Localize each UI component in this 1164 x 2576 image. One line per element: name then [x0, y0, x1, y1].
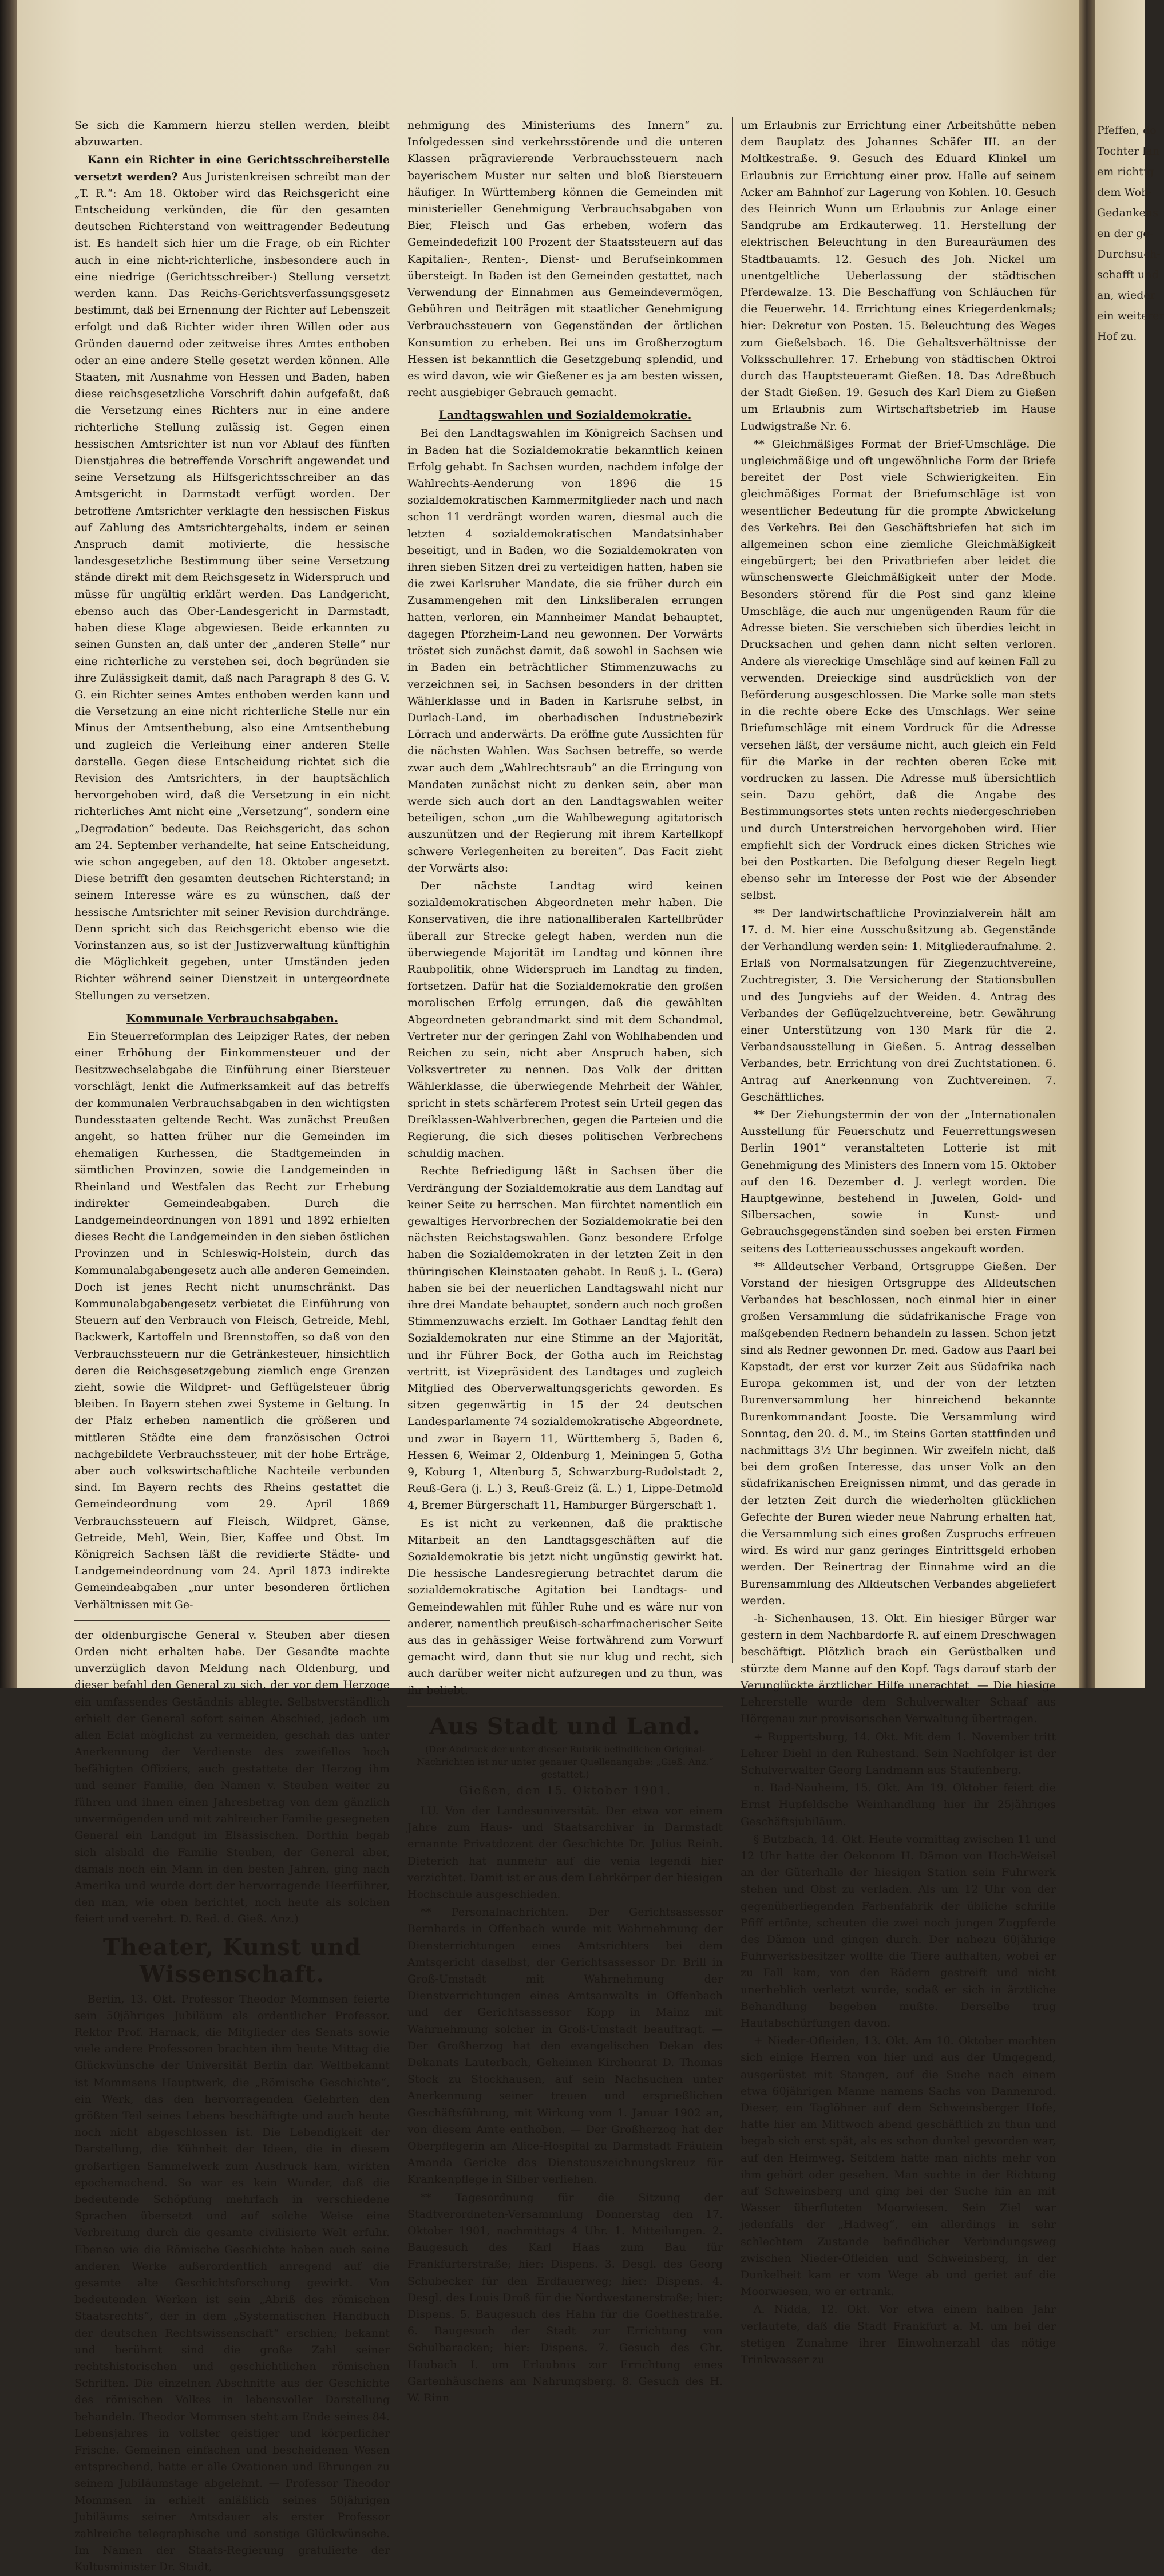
edge-text: Gedankens [1097, 207, 1158, 219]
paragraph: nehmigung des Ministeriums des Innern“ zu. Infolgedessen sind verkehrsstörende und die unteren Klassen prägravierende Verbrauchssteuern nach bayerischem Muster nur selten und bloß Biersteuern häufiger. In Württemberg können die Gemeinden mit ministerieller Genehmigung Verbrauchsabgaben von Bier, Fleisch und Gas erheben, wofern das Gemeindedefizit 100 Prozent der Staatssteuern auf das Kapitalien-, Renten-, Dienst- und Berufseinkommen übersteigt. In Baden ist den Gemeinden gestattet, nach Verwendung der Einnahmen aus Gemeindevermögen, Gebühren und Beiträgen mit staatlicher Genehmigung Verbrauchssteuern von Gegenständen der örtlichen Konsumtion zu erheben. Bei uns im Großherzogtum Hessen ist bekanntlich die Gesetzgebung splendid, und es wird davon, wie wir Gießener es ja am besten wissen, recht ausgiebiger Gebrauch gemacht. [407, 119, 723, 399]
edge-text: em richtig [1097, 165, 1154, 178]
column-2 [399, 117, 723, 2404]
paragraph: ** Tagesordnung für die Sitzung der Stadtverordneten-Versammlung Donnerstag den 17. Oktober 1901, nachmittags 4 Uhr. 1. Mitteilungen. 2. Baugesuch des Karl Haas zum Bau für Frankfurterstraße; hier: Dispens. 3. Desgl. des Georg Schubecker für den Erdfauerweg; hier: Dispens. 4. Desgl. des Louis Droß für die Nordwestanerstraße; hier: Dispens. 5. Baugesuch des Hahn für die Goethestraße. 6. Baugesuch der Stadt zur Errichtung von Schulbaracken; hier: Dispens. 7. Gesuch des Chr. Haubach I. um Erlaubnis zur Errichtung eines Gartenhäuschens am Nahrungsberg. 8. Gesuch des H. W. Rinn [407, 2191, 723, 2404]
section-title: Theater, Kunst und Wissenschaft. [102, 1933, 362, 1988]
next-page-edge [1095, 0, 1164, 1688]
divider [407, 1706, 723, 1707]
paragraph: + Ruppertsburg, 14. Okt. Mit dem 1. November tritt Lehrer Diehl in den Ruhestand. Sein Nachfolger ist der Schulverwalter Georg Landmann aus Staufenberg. [741, 1730, 1056, 1776]
edge-text: Hof zu. [1097, 330, 1137, 343]
paragraph: ** Alldeutscher Verband, Ortsgruppe Gießen. Der Vorstand der hiesigen Ortsgruppe des Alldeutschen Verbandes hat beschlossen, noch einmal hier in einer großen Versammlung die südafrikanische Frage von maßgebenden Rednern behandeln zu lassen. Schon jetzt sind als Redner gewonnen Dr. med. Gadow aus Paarl bei Kapstadt, der erst vor kurzer Zeit aus Südafrika nach Europa gekommen ist, und der von der letzten Burenversammlung her hinreichend bekannte Burenkommandant Jooste. Die Versammlung wird Sonntag, den 20. d. M., im Steins Garten stattfinden und nachmittags 3½ Uhr beginnen. Wir zweifeln nicht, daß bei dem großen Interesse, das unser Volk an den südafrikanischen Ereignissen nimmt, und das gerade in der letzten Zeit durch die wiederholten glücklichen Gefechte der Buren wieder neue Nahrung erhalten hat, die Versammlung sich eines großen Zuspruchs erfreuen wird. Es wird nur ganz geringes Eintrittsgeld erhoben werden. Der Reinertrag der Einnahme wird an die Burensammlung des Alldeutschen Verbandes abgeliefert werden. [741, 1260, 1056, 1607]
paragraph: Es ist nicht zu verkennen, daß die praktische Mitarbeit an den Landtagsgeschäften auf die Sozialdemokratie bis jetzt nicht ungünstig gewirkt hat. Die hessische Landesregierung betrachtet darum die sozialdemokratische Agitation bei Landtags- und Gemeindewahlen mit fühler Ruhe und es wäre nur von anderer, namentlich preußisch-scharfmacherischer Seite aus das in gehässiger Weise fortwährend zum Vorwurf gemacht wird, dann thut sie nur klug und recht, sich auch darüber weiter nicht aufzuregen und zu thun, was ihr beliebt. [407, 1517, 723, 1697]
divider [74, 1620, 390, 1621]
edge-text: Durchsuch- [1097, 248, 1161, 260]
paragraph: A. Nidda, 12. Okt. Vor etwa einem halben Jahr verlautete, daß die Stadt Frankfurt a. M. um bei der stetigen Zunahme ihrer Einwohnerzahl das nötige Trinkwasser zu [741, 2303, 1056, 2367]
article-heading: Kann ein Richter in eine Gerichtsschreiberstelle versetzt werden? [74, 153, 390, 183]
paragraph: ** Der landwirtschaftliche Provinzialverein hält am 17. d. M. hier eine Ausschußsitzung ab. Gegenstände der Verhandlung werden sein: 1. Mitgliederaufnahme. 2. Erlaß von Normalsatzungen für Ziegenzuchtvereine, Zuchtregister, 3. Die Versicherung der Stationsbullen und des Jungviehs auf der Weiden. 4. Antrag des Verbandes der Geflügelzuchtvereine, betr. Gewährung einer Unterstützung von 130 Mark für die 2. Verbandsausstellung in Gießen. 5. Antrag desselben Verbandes, betr. Errichtung von drei Zuchtstationen. 6. Antrag auf Anerkennung von Zuchtvereinen. 7. Geschäftliches. [741, 907, 1056, 1103]
paragraph: § Butzbach, 14. Okt. Heute vormittag zwischen 11 und 12 Uhr hatte der Oekonom H. Dämon von Hoch-Weisel an der Güterhalle der hiesigen Station sein Fuhrwerk stehen und Obst zu verladen. Als um 12 Uhr von der gegenüberliegenden Farbenfabrik der übliche schrille Pfiff ertönte, scheuten die zwei noch jungen Zugpferde des Dämon und gingen durch. Der nahezu 60jährige Fuhrwerksbesitzer wollte die Tiere aufhalten, wobei er zu Fall kam, von den Rädern gestreift und nicht unerheblich verletzt wurde, sodaß er sich in ärztliche Behandlung begeben mußte. Derselbe trug Hautabschürfungen davon. [741, 1833, 1056, 2029]
paragraph: um Erlaubnis zur Errichtung einer Arbeitshütte neben dem Bauplatz des Johannes Schäfer III. an der Moltkestraße. 9. Gesuch des Eduard Klinkel um Erlaubnis zur Errichtung einer prov. Halle auf seinem Acker am Bahnhof zur Lagerung von Kohlen. 10. Gesuch des Heinrich Wunn um Erlaubnis zur Anlage einer Sandgrube am Erdkauterweg. 11. Herstellung der elektrischen Beleuchtung in den Bureauräumen des Stadtbauamts. 12. Gesuch des Joh. Nickel um unentgeltliche Ueberlassung der städtischen Pferdewalze. 13. Die Beschaffung von Schläuchen für die Feuerwehr. 14. Errichtung eines Kriegerdenkmals; hier: Dekretur von Posten. 15. Beleuchtung des Weges zum Gießelsbach. 16. Die Gehaltsverhältnisse der Volksschullehrer. 17. Erhebung von städtischen Oktroi durch das Hauptsteueramt Gießen. 18. Das Adreßbuch der Stadt Gießen. 19. Gesuch des Karl Diem zu Gießen um Erlaubnis zum Wirtschaftsbetrieb im Hause Ludwigstraße Nr. 6. [741, 119, 1056, 433]
paragraph: LU. Von der Landesuniversität. Der etwa vor einem Jahre zum Haus- und Staatsarchivar in Darmstadt ernannte Privatdozent der Geschichte Dr. Julius Reinh. Dieterich hat nunmehr auf die venia legendi hier verzichtet. Damit ist er aus dem Lehrkörper der hiesigen Hochschule ausgeschieden. [407, 1804, 723, 1901]
edge-text: Tochter lan [1097, 145, 1160, 157]
paragraph: n. Bad-Nauheim, 15. Okt. Am 19. Oktober feiert die Ernst Hupfeldsche Weinhandlung hier ihr 25jähriges Geschäftsjubiläum. [741, 1782, 1056, 1828]
paragraph: -h- Sichenhausen, 13. Okt. Ein hiesiger Bürger war gestern in dem Nachbardorfe R. auf einem Dreschwagen beschäftigt. Plötzlich brach ein Gerüstbalken und stürzte dem Manne auf den Kopf. Tags darauf starb der Verunglückte ärztlicher Hilfe unerachtet. — Die hiesige Lehrerstelle wurde dem Schulverwalter Schaaf aus Hörgenau zur provisorischen Verwaltung übertragen. [741, 1612, 1056, 1726]
columns [74, 117, 1056, 2574]
section-title: Aus Stadt und Land. [429, 1712, 701, 1740]
paragraph: Bei den Landtagswahlen im Königreich Sachsen und in Baden hat die Sozialdemokratie bekanntlich keinen Erfolg gehabt. In Sachsen wurden, nachdem infolge der Wahlrechts-Aenderung von 1896 die 15 sozialdemokratischen Kammermitglieder nach und nach schon 11 verdrängt worden waren, diesmal auch die letzten 4 sozialdemokratischen Mandatsinhaber beseitigt, und in Baden, wo die Sozialdemokraten von ihren sieben Sitzen drei zu verteidigen hatten, haben sie die zwei Karlsruher Mandate, die sie früher durch ein Zusammengehen mit den Linksliberalen errungen hatten, verloren, ein Mannheimer Mandat behauptet, dagegen Pforzheim-Land neu gewonnen. Der Vorwärts tröstet sich zunächst damit, daß sowohl in Sachsen wie in Baden ein beträchtlicher Stimmenzuwachs zu verzeichnen sei, in Sachsen besonders in der dritten Wählerklasse und in Baden in Karlsruhe selbst, in Durlach-Land, im oberbadischen Industriebezirk Lörrach und anderwärts. Da eröffne gute Aussichten für die nächsten Wahlen. Was Sachsen betreffe, so werde zwar auch dem „Wahlrechtsraub“ an die Erringung von Mandaten zunächst nicht zu denken sein, aber man werde sich auch dort an den Landtagswahlen weiter beteiligen, schon „um die Wahlbewegung agitatorisch auszunützen und der Regierung mit ihrem Kartellkopf schwere Verlegenheiten zu bereiten“. Das Facit zieht der Vorwärts also: [407, 427, 723, 875]
paragraph: ** Personalnachrichten. Der Gerichtsassessor Bernhards in Offenbach wurde mit Wahrnehmung der Diensterrichtungen eines Amtsrichters bei dem Amtsgericht daselbst, der Gerichtsassessor Dr. Brill in Groß-Umstadt mit Wahrnehmung der Dienstverrichtungen eines Amtsanwalts in Offenbach und der Gerichtsassessor Kopp in Mainz mit Wahrnehmung solcher in Groß-Umstadt beauftragt. — Der Großherzog hat den evangelischen Dekan des Dekanats Lauterbach, Geheimen Kirchenrat D. Thomas Stock zu Stockhausen, auf sein Nachsuchen unter Anerkennung seiner treuen und ersprießlichen Geschäftsführung, mit Wirkung vom 1. Januar 1902 an, von diesem Amte enthoben. — Der Großherzog hat der Oberpflegerin am Alice-Hospital zu Darmstadt Fräulein Amanda Gericke das Dienstauszeichnungskreuz für Krankenpflege in Silber verliehen. [407, 1906, 723, 2186]
edge-text: ein weiterer [1097, 310, 1164, 322]
paragraph [74, 152, 390, 1004]
paragraph: + Nieder-Ofleiden, 13. Okt. Am 10. Oktober machten sich einige Herren von hier und aus der Umgegend, ausgerüstet mit Stangen, auf die Suche nach einem etwa 60jährigen Manne namens Sachs von Dannenrod. Dieser, ein Taglöhner auf dem Schweinsberger Hofe, hatte hier am Mittwoch abend geschäftlich zu thun und begab sich erst spät, als es schon dunkel geworden war, auf den Heimweg. Seitdem hatte man nichts mehr von ihm gehört oder gesehen. Man suchte in der Richtung auf Schweinsberg und ging bei der Suche hin an mit Wasser überfluteten Moorwiesen. Sein Ziel war jedenfalls der „Hadweg“, ein allerdings in sehr schlechtem Zustande befindlicher Verbindungsweg zwischen Nieder-Ofleiden und Schweinsberg, in der Dunkelheit kam er vom Wege ab und geriet auf die Moorwiesen, wo er ertrank. [741, 2035, 1056, 2298]
paragraph: Berlin, 13. Okt. Professor Theodor Mommsen feierte sein 50jähriges Jubiläum als ordentlicher Professor. Rektor Prof. Harnack, die Mitglieder des Senats sowie viele andere Professoren brachten ihm heute Mittag die Glückwünsche der Universität Berlin dar. Weltbekannt ist Mommsens Hauptwerk, die „Römische Geschichte“, ein Werk, das den hervorragenden Gelehrten den größten Teil seines Lebens beschäftigte und auch heute noch nicht abgeschlossen ist. Die Lebendigkeit der Darstellung, die Kühnheit der Ideen, die in diesem großartigen Sammelwerk zum Ausdruck kam, wirkten epochemachend. So war es kein Wunder, daß die bedeutende Schöpfung mehrfach in verschiedene Sprachen übersetzt und auf solche Weise eine Verbreitung durch die gesamte civilisierte Welt erfuhr. Ebenso wie die Römische Geschichte haben auch seine anderen Werke außerordentlich anregend auf die gesamte alte Geschichtsforschung gewirkt. Von bedeutenden Werken ist sein „Abriß des römischen Staatsrechts“, der in dem „Systematischen Handbuch der deutschen Rechtswissenschaft“ erschien; bekannt und berühmt sind die große Zahl seiner rechtshistorischen und geschichtlichen römischen Schriften. Die einzelnen Abschnitte aus der Geschichte des römischen Volkes in lebensvoller Darstellung behandeln. Theodor Mommsen steht am Ende seines 84. Lebensjahres in vollster geistiger und körperlicher Frische. Gemeinen einfachen und bescheidenen Wesen entsprechend, hatte er alle Ovationen und Ehrungen zu seinem Jubiläumstage abgelehnt. — Professor Theodor Mommsen in erhielt anläßlich seines 50jährigen Jubiläums seiner Amtsdauer als erster Professor zahlreiche telegraphische und sonstige Glückwünsche. Im Namen der Staats-Regierung gratulierte der Kultusminister Dr. Studt, [74, 1992, 390, 2574]
edge-text: an, wieder [1097, 289, 1155, 302]
newspaper-page [17, 0, 1079, 2574]
paragraph: ** Der Ziehungstermin der von der „Internationalen Ausstellung für Feuerschutz und Feuerrettungswesen Berlin 1901“ veranstalteten Lotterie ist mit Genehmigung des Ministers des Innern vom 15. Oktober auf den 16. Dezember d. J. verlegt worden. Die Hauptgewinne, bestehend in Juwelen, Gold- und Silbersachen, sowie in Kunst- und Gebrauchsgegenständen sind soeben bei ersten Firmen seitens des Lotterieausschusses angekauft worden. [741, 1108, 1056, 1255]
article-heading: Kommunale Verbrauchsabgaben. [126, 1011, 338, 1025]
paragraph: ** Gleichmäßiges Format der Brief-Umschläge. Die ungleichmäßige und oft ungewöhnliche Form der Briefe bereitet der Post viele Schwierigkeiten. Ein gleichmäßiges Format der Briefumschläge ist von wesentlicher Bedeutung für die prompte Abwickelung des Verkehrs. Bei den Geschäftsbriefen hat sich im allgemeinen schon eine ziemliche Gleichmäßigkeit eingebürgert; bei den Privatbriefen aber leidet die wünschenswerte Gleichmäßigkeit unter der Mode. Besonders störend für die Post sind ganz kleine Umschläge, die auch nur ungenügenden Raum für die Adresse bieten. Sie verschieben sich überdies leicht in Drucksachen und gehen dann nicht selten verloren. Andere als viereckige Umschläge sind auf keinen Fall zu verwenden. Dreieckige sind ausdrücklich von der Beförderung ausgeschlossen. Die Marke solle man stets in die rechte obere Ecke des Umschlags. Wer seine Briefumschläge mit einem Vordruck für die Adresse versehen läßt, der versäume nicht, auch gleich ein Feld für die Marke in der rechten oberen Ecke mit vordrucken zu lassen. Die Adresse muß übersichtlich sein. Dazu gehört, daß die Angabe des Bestimmungsortes stets unten rechts niedergeschrieben und durch Unterstreichen hervorgehoben wird. Hier empfiehlt sich der Vordruck eines dicken Striches wie bei den Postkarten. Die Befolgung dieser Regeln liegt ebenso sehr im Interesse der Post wie der Absender selbst. [741, 437, 1056, 902]
edge-text: schafft und [1097, 268, 1159, 281]
paragraph: der oldenburgische General v. Steuben aber diesen Orden nicht erhalten habe. Der Gesandte machte unverzüglich davon Meldung nach Oldenburg, und dieser befahl den General zu sich, der vor dem Herzoge ein umfassendes Geständnis ablegte. Selbstverständlich erhielt der General sofort seinen Abschied, jedoch um allen Eclat möglichst zu vermeiden, geschah das unter Anerkennung der Verdienste des zweifellos hoch befähigten Offiziers, auch gestattete der Herzog ihm und seiner Familie, den Namen v. Steuben weiter zu führen und ihnen einen Jahresbetrag von dem gänzlich unvermögenden und mit zahlreicher Familie gesegneten General ein Landgut im Elsässischen. Dorthin begab sich alsbald die Familie Steuben, der General aber, damals noch ein Mann in den besten Jahren, ging nach Amerika und wurde dort der hervorragende Heerführer, den man, wie oben berichtet, noch heute als solchen feiert und verehrt. D. Red. d. Gieß. Anz.) [74, 1628, 390, 1926]
article-text: Aus Juristenkreisen schreibt man der „T. R.“: Am 18. Oktober wird das Reichsgericht eine Entscheidung verkünden, die für den gesamten deutschen Richterstand von weittragender Bedeutung ist. Es handelt sich hier um die Frage, ob ein Richter auch in eine nicht-richterliche, insbesondere auch in eine niedrige (Gerichtsschreiber-) Stellung versetzt werden kann. Das Reichs-Gerichtsverfassungsgesetz bestimmt, daß bei Ernennung der Richter auf Lebenszeit erfolgt und daß Richter wider ihren Willen oder aus Gründen dauernd oder zeitweise ihres Amtes enthoben oder an eine andere Stelle gesetzt werden können. Alle Staaten, mit Ausnahme von Hessen und Baden, haben diese reichsgesetzliche Vorschrift dahin aufgefaßt, daß die Versetzung eines Richters nur in eine andere richterliche Stellung zulässig ist. Gegen einen hessischen Amtsrichter ist nun vor Ablauf des fünften Dienstjahres die betreffende Vorschrift angewendet und seine Versetzung als Hilfsgerichtsschreiber an das Amtsgericht in Darmstadt verfügt worden. Der betroffene Amtsrichter verklagte den hessischen Fiskus auf Zahlung des Amtsrichtergehalts, indem er seinen Anspruch damit motivierte, die hessische landesgesetzliche Bestimmung über seine Versetzung stände direkt mit dem Reichsgesetz in Widerspruch und müsse für ungültig erklärt werden. Das Landgericht, ebenso auch das Ober-Landesgericht in Darmstadt, haben diese Klage abgewiesen. Beide erkannten zu seinen Gunsten an, daß unter der „anderen Stelle“ nur eine richterliche zu verstehen sei, doch begründen sie ihre Zulässigkeit damit, daß nach Paragraph 8 des G. V. G. ein Richter seines Amtes enthoben werden kann und die Versetzung an eine nicht richterliche Stelle nur ein Minus der Amtsenthebung, also eine Amtsenthebung und zugleich die Verleihung einer anderen Stelle darstelle. Gegen diese Entscheidung richtet sich die Revision des Amtsrichters, in der hauptsächlich hervorgehoben wird, daß die Versetzung in ein nicht richterliches Amt nicht eine „Versetzung“, sondern eine „Degradation“ bedeute. Das Reichsgericht, das schon am 24. September verhandelte, hat seine Entscheidung, wie schon angegeben, auf den 18. Oktober angesetzt. Diese betrifft den gesamten deutschen Richterstand; in seinem Interesse wäre es zu wünschen, daß der hessische Amtsrichter mit seiner Revision durchdränge. Denn spricht sich das Reichsgericht ebenso wie die Vorinstanzen aus, so ist der Justizverwaltung künftighin die Möglichkeit gegeben, unter Umständen jeden Richter während seiner Dienstzeit in untergeordnete Stellungen zu versetzen. [74, 170, 390, 1002]
column-3 [732, 117, 1056, 2367]
edge-text: Pfeffen, do [1097, 124, 1157, 137]
page-gutter [1079, 0, 1095, 1688]
dateline: Gießen, den 15. Oktober 1901. [458, 1783, 672, 1797]
edge-text: en der ge- [1097, 227, 1153, 240]
section-note: (Der Abdruck der unter dieser Rubrik befindlichen Original-Nachrichten ist nur unter genauer Quellenangabe: „Gieß. Anz.“ gestattet.) [417, 1743, 714, 1780]
edge-text: dem Woh- [1097, 186, 1152, 199]
paragraph: Ein Steuerreformplan des Leipziger Rates, der neben einer Erhöhung der Einkommensteuer und der Besitzwechselabgabe die Einführung einer Biersteuer vorschlägt, lenkt die Aufmerksamkeit auf das betreffs der kommunalen Verbrauchsabgaben in den wichtigsten Bundesstaaten geltende Recht. Was zunächst Preußen angeht, so hatten früher nur die Gemeinden im ehemaligen Kurhessen, die Stadtgemeinden in sämtlichen Provinzen, sowie die Landgemeinden in Rheinland und Westfalen das Recht zur Erhebung indirekter Gemeindeabgaben. Durch die Landgemeindeordnungen von 1891 und 1892 erhielten dieses Recht die Landgemeinden in den sieben östlichen Provinzen und in Schleswig-Holstein, durch das Kommunalabgabengesetz auch alle anderen Gemeinden. Doch ist jenes Recht nicht unumschränkt. Das Kommunalabgabengesetz verbietet die Einführung von Steuern auf den Verbrauch von Fleisch, Getreide, Mehl, Backwerk, Kartoffeln und Brennstoffen, so daß von den Verbrauchssteuern nur die Getränkesteuer, hinsichtlich deren die Reichsgesetzgebung ziemlich enge Grenzen zieht, sowie die Wildpret- und Geflügelsteuer übrig bleiben. In Bayern stehen zwei Systeme in Geltung. In der Pfalz erheben namentlich die größeren und mittleren Städte eine dem französischen Octroi nachgebildete Verbrauchssteuer, mit der hohe Erträge, aber auch volkswirtschaftliche Nachteile verbunden sind. Im Bayern rechts des Rheins gestattet die Gemeindeordnung vom 29. April 1869 Verbrauchssteuern auf Fleisch, Wildpret, Gänse, Getreide, Mehl, Wein, Bier, Kaffee und Obst. Im Königreich Sachsen läßt die revidierte Städte- und Landgemeindeordnung vom 24. April 1873 indirekte Gemeindeabgaben „nur unter besonderen örtlichen Verhältnissen mit Ge- [74, 1030, 390, 1611]
column-1 [74, 117, 390, 2574]
article-heading: Landtagswahlen und Sozialdemokratie. [438, 408, 692, 422]
paragraph: Se sich die Kammern hierzu stellen werden, bleibt abzuwarten. [74, 119, 390, 149]
paragraph: Rechte Befriedigung läßt in Sachsen über die Verdrängung der Sozialdemokratie aus dem Landtag auf keiner Seite zu herrschen. Man fürchtet namentlich ein gewaltiges Hervorbrechen der Sozialdemokratie bei den nächsten Reichstagswahlen. Ganz besondere Erfolge haben die Sozialdemokraten in der letzten Zeit in den thüringischen Kleinstaaten gehabt. In Reuß j. L. (Gera) haben sie bei der neuerlichen Landtagswahl nicht nur ihre drei Mandate behauptet, sondern auch noch großen Stimmenzuwachs erzielt. Im Gothaer Landtag fehlt den Sozialdemokraten nur eine Stimme an der Majorität, und ihr Führer Bock, der Gotha auch im Reichstag vertritt, ist Vizepräsident des Landtages und zugleich Mitglied des Oberverwaltungsgerichts geworden. Es sitzen gegenwärtig in 15 der 24 deutschen Landesparlamente 74 sozialdemokratische Abgeordnete, und zwar in Bayern 11, Württemberg 5, Baden 6, Hessen 6, Weimar 2, Oldenburg 1, Meiningen 5, Gotha 9, Koburg 1, Altenburg 5, Schwarzburg-Rudolstadt 2, Reuß-Gera (j. L.) 3, Reuß-Greiz (ä. L.) 1, Lippe-Detmold 4, Bremer Bürgerschaft 11, Hamburger Bürgerschaft 1. [407, 1165, 723, 1512]
binding-edge [0, 0, 17, 1688]
paragraph: Der nächste Landtag wird keinen sozialdemokratischen Abgeordneten mehr haben. Die Konservativen, die ihre nationalliberalen Kartellbrüder überall zur Strecke gelegt haben, werden nun die überwiegende Majorität im Landtag und können ihre Raubpolitik, ohne Widerspruch im Landtag zu finden, fortsetzen. Dafür hat die Sozialdemokratie den großen moralischen Erfolg errungen, daß die gewählten Abgeordneten gebrandmarkt sind mit dem Schandmal, Vertreter nur der geringen Zahl von Wohlhabenden und Reichen zu sein, nicht aber Anspruch haben, sich Volksvertreter zu nennen. Das Volk der dritten Wählerklasse, die überwiegende Mehrheit der Wähler, spricht in stets schärferem Protest sein Urteil gegen das Dreiklassen-Wahlverbrechen, gegen die Parteien und die Regierung, die sich dieses politischen Verbrechens schuldig machen. [407, 879, 723, 1160]
